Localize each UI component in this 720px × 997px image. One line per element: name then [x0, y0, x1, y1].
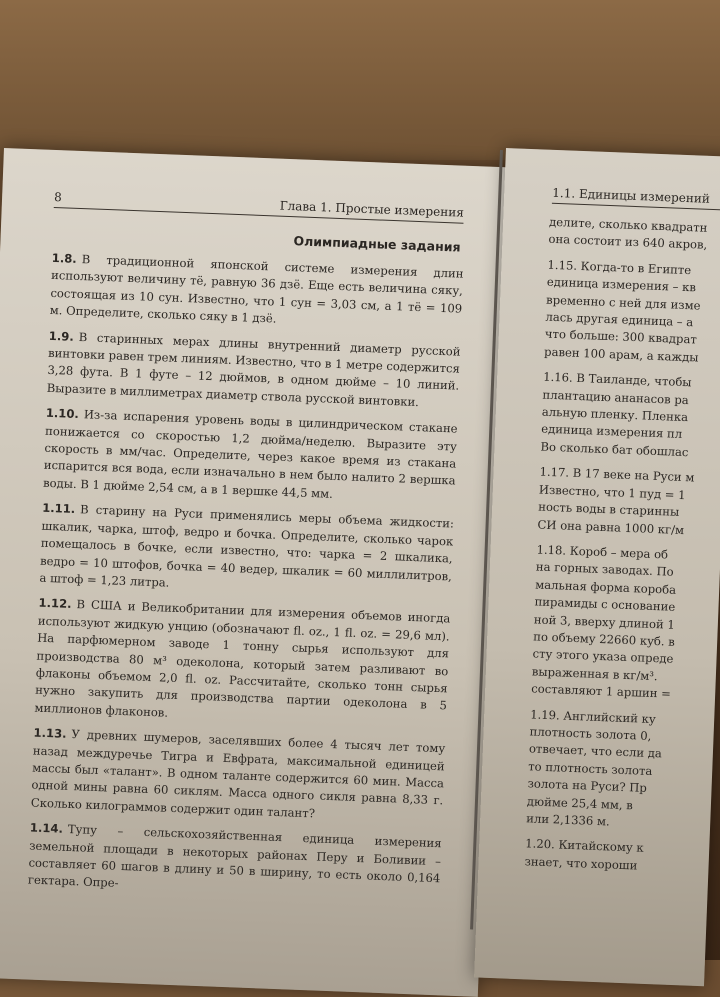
problem-text: В США и Великобритании для измерения объемов иногда используют жидкую унцию (обозначают fl. oz., 1 fl. oz. = 29,6 мл). На парфюмерном заводе 1 тонну сырья используют для производства 80 м³ одеколона, который затем разливают во флаконы объемом 2,0 fl. oz. Рассчитайте, сколько тонн сырья нужно закупить для производства партии одеколона в 5 миллионов флаконов. — [34, 597, 451, 720]
text-line: составляют 1 аршин = — [531, 681, 672, 701]
chapter-title: Глава 1. Простые измерения — [279, 198, 465, 220]
problem-text: Тупу – сельскохозяйственная единица измерения земельной площади в некоторых районах Перу и Боливии – составляет 60 шагов в длину и 50 в ширину, то есть около 0,164 гектара. Опре- — [27, 822, 442, 891]
problem-1-11 — [39, 500, 454, 603]
text-line: мальная форма короба — [535, 577, 677, 597]
text-line: плантацию ананасов ра — [542, 387, 689, 407]
problem-text: Из-за испарения уровень воды в цилиндрическом стакане понижается со скоростью 1,2 дюйма/неделю. Выразите эту скорость в мм/час. Определите, через какое время из стакана испарится вся вода, если изначально в нем было налито 2 вершка воды. В 1 дюйме 2,54 см, а в 1 вершке 44,5 мм. — [42, 407, 458, 501]
text-line: делите, сколько квадратн — [548, 214, 708, 235]
right-page — [474, 148, 720, 986]
text-line: золота на Руси? Пр — [527, 776, 648, 796]
problem-1-14 — [28, 820, 442, 905]
text-line: единица измерения пл — [540, 422, 683, 442]
left-page — [0, 148, 510, 997]
problem-number: 1.9. — [48, 328, 75, 344]
left-running-head — [54, 190, 464, 224]
text-line: ность воды в старинны — [537, 499, 680, 520]
text-line: Известно, что 1 пуд = 1 — [538, 482, 686, 502]
right-running-head: 1.1. Единицы измерений — [552, 186, 720, 212]
problem-1-10 — [43, 405, 458, 508]
text-line: что больше: 300 квадрат — [544, 327, 698, 347]
text-line: единица измерения – кв — [546, 274, 697, 295]
text-line: на горных заводах. По — [535, 559, 674, 580]
text-line: она состоит из 640 акров, — [548, 232, 708, 253]
text-line: лась другая единица – а — [545, 309, 694, 330]
text-line: альную пленку. Пленка — [541, 404, 689, 425]
problem-number: 1.11. — [41, 501, 76, 517]
text-line: или 2,1336 м. — [526, 811, 610, 829]
text-line: 1.15. Когда-то в Египте — [547, 257, 692, 278]
table-surface — [0, 0, 720, 160]
text-line: дюйме 25,4 мм, в — [526, 793, 634, 812]
problem-number: 1.13. — [33, 725, 67, 741]
section-title: Олимпиадные задания — [293, 233, 461, 255]
problem-1-13 — [31, 725, 446, 828]
problem-1-8 — [49, 250, 463, 335]
text-line: СИ она равна 1000 кг/м — [537, 516, 685, 537]
text-line: 1.17. В 17 веке на Руси м — [539, 464, 695, 485]
problem-number: 1.10. — [45, 406, 80, 422]
text-line: то плотность золота — [528, 759, 653, 778]
text-line: 1.16. В Таиланде, чтобы — [542, 369, 692, 390]
text-line: 1.20. Китайскому к — [525, 836, 644, 856]
problem-text: В старину на Руси применялись меры объема жидкости: шкалик, чарка, штоф, ведро и бочка. Определите, сколько чарок помещалось в бочке, если известно, что: чарка = 2 шкалика, ведро = 10 штофов, бочка = 40 ведер, шкалик = 60 миллилитров, а штоф = 1,23 литра. — [39, 502, 455, 590]
problem-list — [27, 250, 464, 913]
right-page-text — [524, 214, 720, 878]
problem-number: 1.12. — [38, 595, 72, 612]
problem-text: В традиционной японской системе измерения длин используют величину тё, равную 36 дзё. Еще есть величина сяку, состоящая из 10 сун. Известно, что 1 сун = 3,03 см, а 1 тё = 109 м. Определите, сколько сяку в 1 дзё. — [49, 252, 464, 326]
text-line: временно с ней для изме — [545, 292, 701, 313]
text-line: знает, что хороши — [524, 854, 638, 873]
text-line: Во сколько бат обошлас — [540, 439, 689, 460]
text-line: равен 100 арам, а кажды — [543, 344, 699, 365]
problem-text: У древних шумеров, заселявших более 4 тысяч лет тому назад междуречье Тигра и Евфрата, максимальной единицей массы был «талант». В одном таланте содержится 60 мин. Масса одной мины равна 60 сиклям. Масса одного сикля равна 8,33 г. Сколько килограммов содержит один талант? — [30, 727, 446, 821]
text-line: отвечает, что если да — [528, 741, 663, 761]
text-line: сту этого указа опреде — [532, 646, 674, 667]
problem-1-12 — [34, 595, 450, 733]
problem-text: В старинных мерах длины внутренний диаметр русской винтовки равен трем линиям. Известно, что в 1 метре содержится 3,28 фута. В 1 футе – 12 дюймов, в одном дюйме – 10 линий. Выразите в миллиметрах диаметр ствола русской винтовки. — [46, 329, 461, 409]
text-line: ной 3, вверху длиной 1 — [533, 611, 676, 632]
text-line: по объему 22660 куб. в — [533, 629, 676, 649]
text-line: плотность золота 0, — [529, 724, 652, 743]
text-line: 1.19. Английский ку — [530, 706, 657, 726]
text-line: выраженная в кг/м³. — [531, 664, 658, 683]
text-line: пирамиды с основание — [534, 594, 676, 614]
problem-number: 1.14. — [29, 820, 64, 836]
problem-1-9 — [46, 327, 460, 412]
text-line: 1.18. Короб – мера об — [536, 542, 669, 562]
problem-number: 1.8. — [51, 250, 78, 266]
page-number: 8 — [53, 189, 63, 205]
